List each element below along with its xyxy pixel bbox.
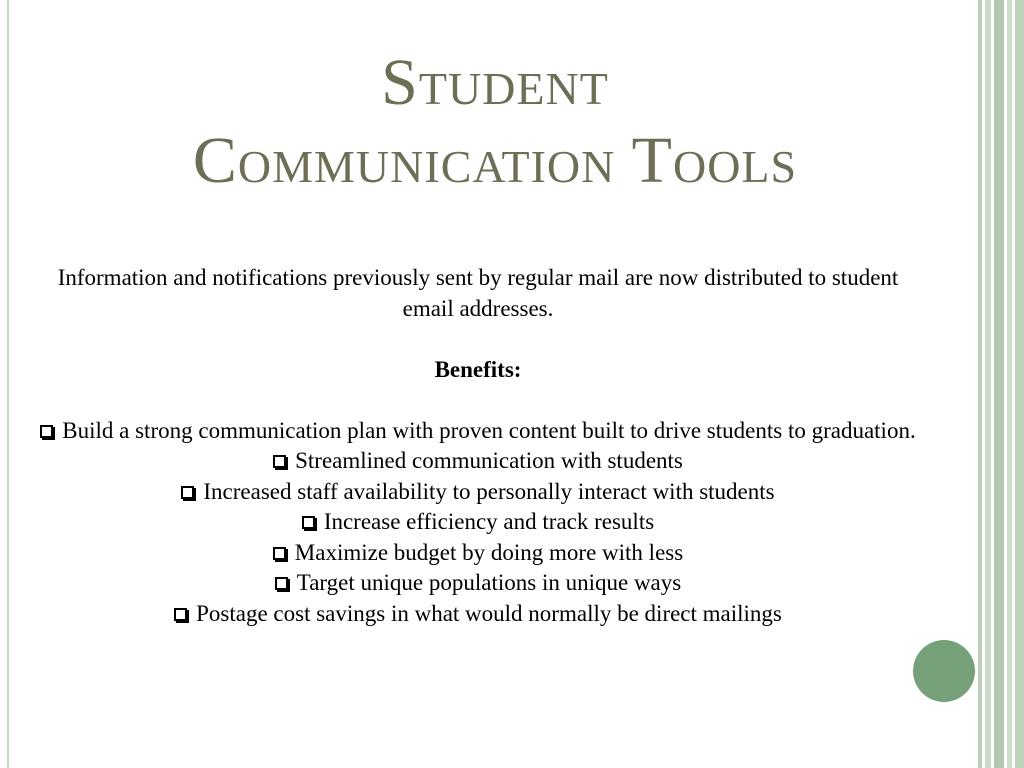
list-item bbox=[40, 446, 916, 477]
list-item-text: Increased staff availability to personally interact with students bbox=[203, 478, 775, 504]
checkbox-icon bbox=[273, 455, 286, 468]
checkbox-icon bbox=[174, 608, 187, 621]
list-item-text: Build a strong communication plan with proven content built to drive students to graduation. bbox=[62, 417, 916, 443]
decorative-stripe bbox=[978, 0, 982, 768]
benefits-heading: Benefits: bbox=[434, 356, 522, 382]
benefits-list bbox=[40, 416, 916, 630]
list-item-text: Maximize budget by doing more with less bbox=[294, 539, 684, 565]
list-item bbox=[40, 416, 916, 447]
decorative-circle bbox=[913, 640, 975, 702]
list-item bbox=[40, 568, 916, 599]
slide-title-line-2: Communication Tools bbox=[192, 124, 798, 197]
intro-text: Information and notifications previously sent by regular mail are now distributed to student email addresses. bbox=[57, 265, 899, 321]
list-item-text: Increase efficiency and track results bbox=[323, 509, 655, 534]
list-item bbox=[40, 599, 916, 630]
decorative-stripe bbox=[994, 0, 1004, 768]
checkbox-icon bbox=[40, 425, 53, 438]
left-border-line bbox=[7, 0, 9, 768]
checkbox-icon bbox=[302, 516, 315, 529]
slide-title-line-1: Student bbox=[381, 46, 609, 119]
decorative-stripe bbox=[1007, 0, 1012, 768]
list-item-text: Target unique populations in unique ways bbox=[296, 570, 682, 595]
list-item bbox=[40, 477, 916, 508]
checkbox-icon bbox=[275, 577, 288, 590]
checkbox-icon bbox=[181, 486, 194, 499]
list-item bbox=[40, 538, 916, 569]
slide-body bbox=[40, 263, 916, 629]
slide-title bbox=[60, 44, 930, 200]
list-item bbox=[40, 507, 916, 538]
decorative-stripe bbox=[985, 0, 991, 768]
decorative-stripe bbox=[1015, 0, 1024, 768]
checkbox-icon bbox=[273, 547, 286, 560]
list-item-text: Postage cost savings in what would normally be direct mailings bbox=[196, 600, 782, 626]
list-item-text: Streamlined communication with students bbox=[295, 448, 683, 473]
